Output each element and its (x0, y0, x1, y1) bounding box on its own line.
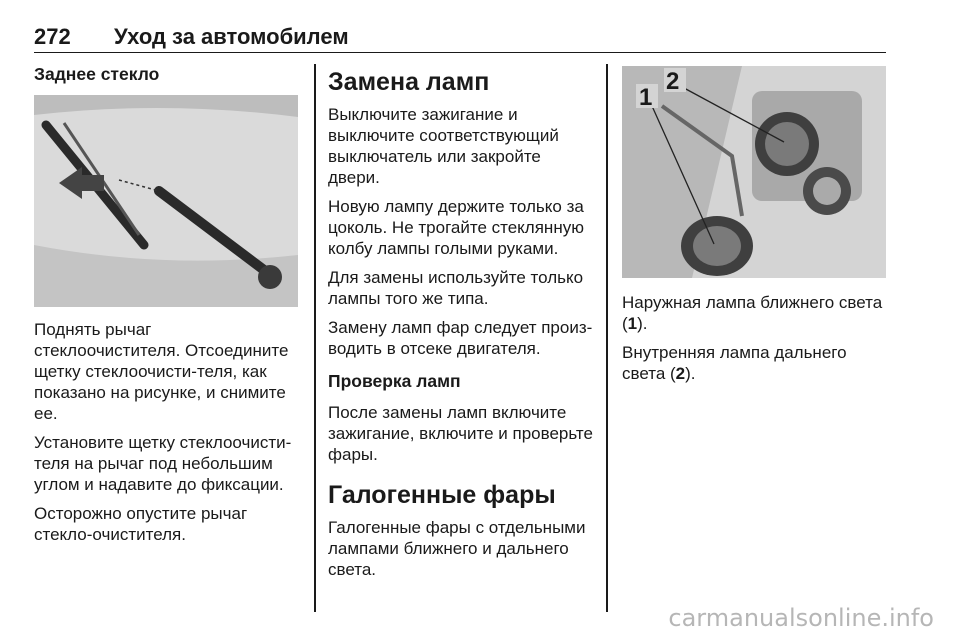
high-beam-ref: 2 (675, 364, 686, 383)
page-number: 272 (34, 24, 71, 49)
lamp-paragraph-3: Для замены используйте только лампы того же типа. (328, 268, 584, 308)
running-title: Уход за автомобилем (114, 24, 349, 49)
halogen-text: Галогенные фары с отдельными лампами ближнего и дальнего света. (328, 518, 586, 579)
low-beam-ref: 1 (627, 314, 638, 333)
lamp-paragraph-4: Замену ламп фар следует произ-водить в отсеке двигателя. (328, 318, 593, 358)
section-heading-rear-window: Заднее стекло (34, 64, 160, 84)
section-heading-halogen: Галогенные фары (328, 481, 556, 509)
callout-1: 1 (639, 84, 653, 111)
left-column (34, 64, 300, 553)
middle-column (328, 68, 596, 588)
lamp-check-text: После замены ламп включите зажигание, включите и проверьте фары. (328, 403, 593, 464)
wiper-illustration (34, 95, 298, 307)
rear-paragraph-2: Установите щетку стеклоочисти-теля на рычаг под небольшим углом и надавите до фиксации. (34, 433, 292, 494)
headlamp-illustration (622, 66, 886, 278)
rear-paragraph-3: Осторожно опустите рычаг стекло-очистителя. (34, 504, 248, 544)
callout-2: 2 (666, 68, 680, 95)
right-column (622, 66, 886, 392)
watermark: carmanualsonline.info (668, 604, 934, 632)
lamp-paragraph-2: Новую лампу держите только за цоколь. Не трогайте стеклянную колбу лампы голыми руками. (328, 197, 584, 258)
high-beam-item: Внутренняя лампа дальнего света (2). (622, 343, 847, 383)
column-divider-2 (606, 64, 608, 612)
low-beam-item: Наружная лампа ближнего света (1). (622, 293, 883, 333)
section-heading-lamp-replacement: Замена ламп (328, 68, 490, 96)
page-header (34, 22, 886, 53)
lamp-paragraph-1: Выключите зажигание и выключите соответствующий выключатель или закройте двери. (328, 105, 559, 187)
rear-paragraph-1: Поднять рычаг стеклоочистителя. Отсоедините щетку стеклоочисти-теля, как показано на рисунке, и снимите ее. (34, 320, 289, 423)
column-divider-1 (314, 64, 316, 612)
subheading-lamp-check: Проверка ламп (328, 371, 461, 391)
